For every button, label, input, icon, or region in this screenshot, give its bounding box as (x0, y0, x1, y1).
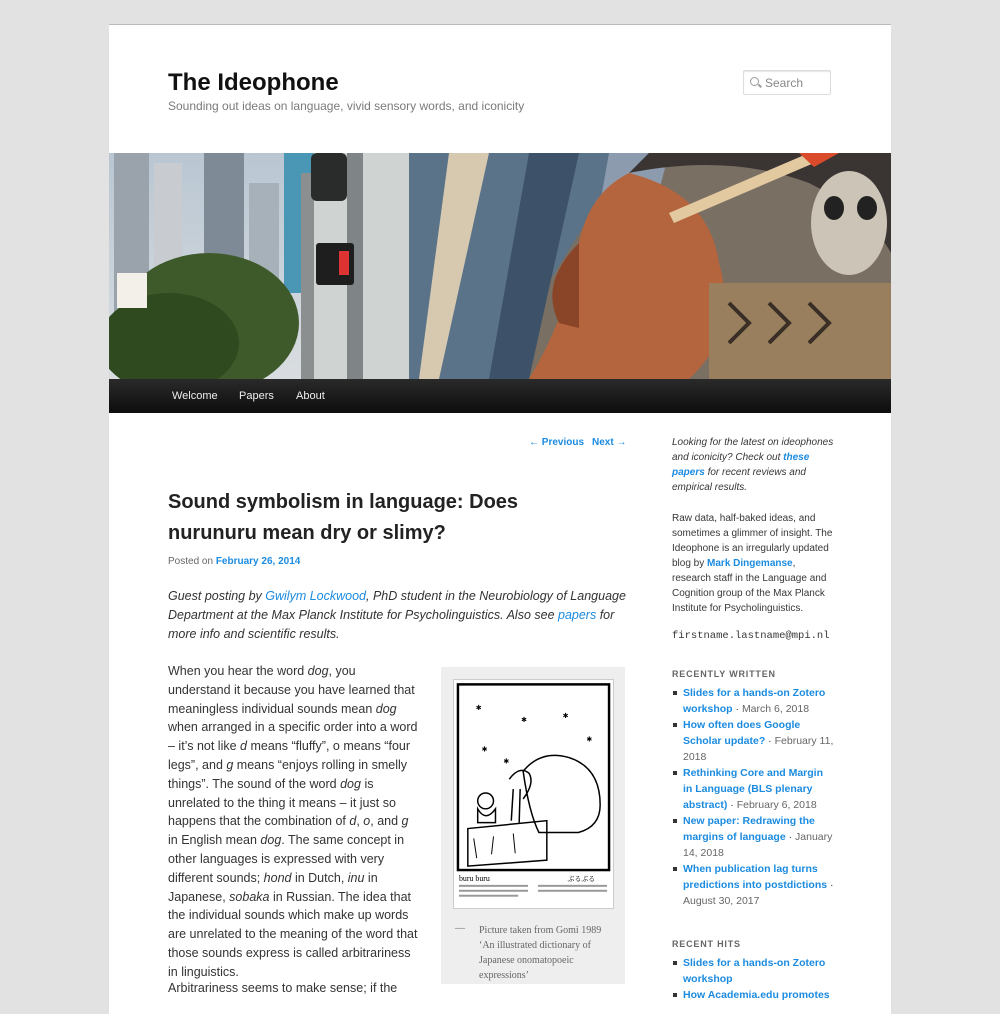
svg-text:✱: ✱ (521, 716, 527, 724)
svg-text:✱: ✱ (481, 746, 488, 754)
recent-post-link[interactable]: Slides for a hands-on Zotero workshop (683, 687, 826, 715)
post-figure (441, 667, 625, 984)
post-date: August 30, 2017 (683, 895, 760, 907)
next-post-link[interactable]: Next → (592, 437, 627, 448)
sidebar-email: firstname.lastname@mpi.nl (672, 630, 830, 642)
svg-text:✱: ✱ (586, 736, 593, 744)
list-item: Rethinking Core and Margin in Language (BLS plenary abstract) · February 6, 2018 (672, 765, 834, 813)
recent-hits-heading: RECENT HITS (672, 939, 741, 949)
page (109, 24, 891, 1014)
figure-caption: Picture taken from Gomi 1989 ‘An illustrated dictionary of Japanese onomatopoeic expressions’ (479, 925, 602, 981)
list-item: New paper: Redrawing the margins of language · January 14, 2018 (672, 813, 834, 861)
post-paragraph: Arbitrariness seems to make sense; if the (168, 981, 398, 995)
search-input[interactable] (743, 70, 831, 95)
walrus-illustration (453, 679, 614, 909)
svg-text:✱: ✱ (475, 705, 482, 713)
list-item (672, 955, 834, 987)
author-link[interactable]: Gwilym Lockwood (265, 589, 367, 603)
site-title[interactable]: The Ideophone (168, 69, 339, 96)
recent-post-link[interactable]: When publication lag turns predictions into postdictions (683, 863, 828, 891)
list-item: When publication lag turns predictions into postdictions · August 30, 2017 (672, 861, 834, 909)
header-banner-image (109, 153, 891, 379)
svg-text:✱: ✱ (562, 712, 569, 720)
previous-post-link[interactable]: ← Previous (529, 437, 585, 448)
papers-link[interactable]: papers (558, 608, 597, 622)
recent-hit-link[interactable]: How Academia.edu promotes (683, 989, 830, 1001)
post-title: Sound symbolism in language: Does nurunuru mean dry or slimy? (168, 491, 519, 544)
post-meta (168, 556, 300, 567)
post-date-link[interactable]: February 26, 2014 (215, 556, 301, 567)
search-icon (750, 77, 759, 86)
sidebar-about: Raw data, half-baked ideas, and sometimes a glimmer of insight. The Ideophone is an irregularly updated blog by Mark Dingemanse, research staff in the Language and Cognition group of the Max Planck Institute for Psycholinguistics. (672, 513, 833, 614)
svg-text:✱: ✱ (503, 758, 510, 766)
recent-post-link[interactable]: New paper: Redrawing the margins of language (683, 815, 815, 843)
recent-hit-link[interactable]: Slides for a hands-on Zotero workshop (683, 957, 826, 985)
post-date: March 6, 2018 (741, 703, 810, 715)
recent-post-link[interactable]: Rethinking Core and Margin in Language (BLS plenary abstract) (683, 767, 824, 811)
intro-text: , PhD student in the Neurobiology of Language Department at the Max Planck Institute for Psycholinguistics. Also see (168, 589, 626, 622)
nav-item-papers[interactable]: Papers (239, 390, 274, 402)
intro-text: for more info and scientific results. (168, 608, 615, 641)
main-navigation (109, 379, 891, 413)
post-paragraph: When you hear the word dog, you understand it because you have learned that meaningless individual sounds mean dog when arranged in a specific order into a word – it’s not like d means “fluffy”, o means “four legs”, and g means “enjoys rolling in smelly things”. The sound of the word dog is unrelated to the thing it means – it just so happens that the combination of d, o, and g in English mean dog. The same concept in other languages is expressed with very different sounds; hond in Dutch, inu in Japanese, sobaka in Russian. The idea that the individual sounds which make up words are unrelated to the meaning of the word that those sounds express is called arbitrariness in linguistics. (168, 664, 418, 979)
list-item (672, 987, 834, 1003)
recently-written-list (672, 685, 834, 909)
recent-post-link[interactable]: How often does Google Scholar update? (683, 719, 801, 747)
figure-dictionary-word: buru buru (458, 873, 490, 883)
list-item: How often does Google Scholar update? · February 11, 2018 (672, 717, 834, 765)
post-intro (168, 587, 628, 644)
these-papers-link[interactable]: these papers (672, 452, 810, 478)
post-date: February 6, 2018 (736, 799, 817, 811)
author-mark-dingemanse-link[interactable]: Mark Dingemanse (707, 558, 793, 569)
nav-item-about[interactable]: About (296, 390, 325, 402)
search-placeholder: Search (765, 76, 804, 90)
figure-dictionary-kana: ぶるぶる (567, 874, 596, 883)
caption-dash: — (455, 923, 465, 934)
intro-text: Guest posting by (168, 589, 266, 603)
sidebar-latest-note: Looking for the latest on ideophones and iconicity? Check out these papers for recent reviews and empirical results. (672, 437, 834, 493)
post-date: February 11, 2018 (683, 735, 834, 763)
site-description: Sounding out ideas on language, vivid sensory words, and iconicity (168, 99, 525, 113)
post-date: January 14, 2018 (683, 831, 833, 859)
recent-hits-list (672, 955, 834, 1003)
nav-item-welcome[interactable]: Welcome (172, 390, 218, 402)
posted-on-label: Posted on (168, 556, 214, 567)
recently-written-heading: RECENTLY WRITTEN (672, 669, 776, 679)
list-item: Slides for a hands-on Zotero workshop · March 6, 2018 (672, 685, 834, 717)
